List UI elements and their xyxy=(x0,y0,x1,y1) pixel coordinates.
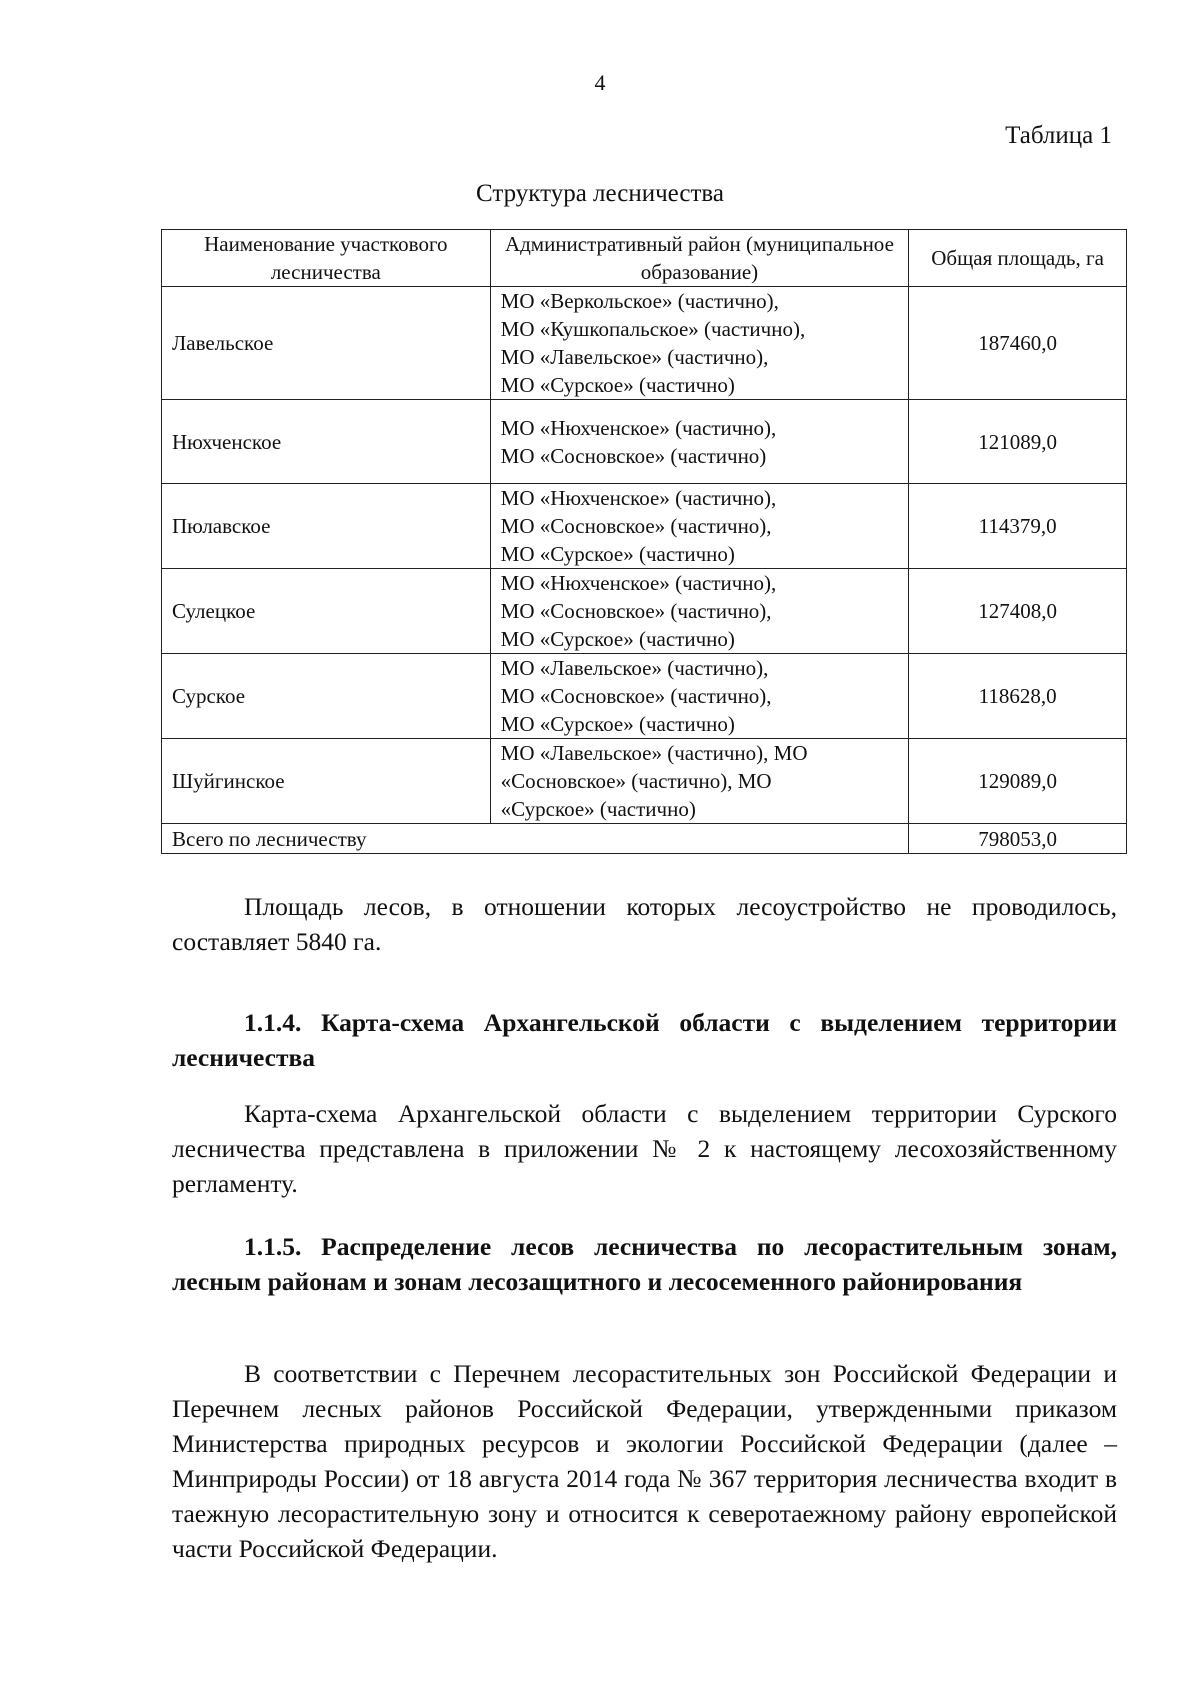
section-1-1-4-heading: 1.1.4. Карта-схема Архангельской области с выделением территории лесничества xyxy=(172,1008,1117,1072)
section-1-1-5-paragraph: В соответствии с Перечнем лесорастительных зон Российской Федерации и Перечнем лесных районов Российской Федерации, утвержденными приказом Министерства природных ресурсов и экологии Российской Федерации (далее – Минприроды России) от 18 августа 2014 года № 367 территория лесничества входит в таежную лесорастительную зону и относится к северотаежному району европейской части Российской Федерации. xyxy=(172,1359,1117,1563)
table-total-row xyxy=(162,824,1127,854)
district-cell xyxy=(490,400,909,484)
area-cell: 187460,0 xyxy=(909,287,1127,400)
forestry-structure-table xyxy=(161,229,1127,854)
forestry-name-cell: Нюхченское xyxy=(162,400,491,484)
forestry-name-cell: Лавельское xyxy=(162,287,491,400)
forestry-name-cell: Сурское xyxy=(162,654,491,739)
table-row xyxy=(162,400,1127,484)
district-line: МО «Лавельское» (частично), xyxy=(500,345,769,369)
table-title: Структура лесничества xyxy=(476,180,724,207)
header-forestry-name: Наименование участкового лесничества xyxy=(162,230,491,287)
district-line: МО «Сосновское» (частично), xyxy=(500,684,772,708)
area-cell: 114379,0 xyxy=(909,484,1127,569)
area-cell: 127408,0 xyxy=(909,569,1127,654)
page-number: 4 xyxy=(594,70,606,95)
district-cell xyxy=(490,654,909,739)
area-cell: 118628,0 xyxy=(909,654,1127,739)
forestry-name-cell: Пюлавское xyxy=(162,484,491,569)
district-line: МО «Нюхченское» (частично), xyxy=(500,486,777,510)
header-district: Административный район (муниципальное образование) xyxy=(490,230,909,287)
table-number: Таблица 1 xyxy=(1005,122,1112,149)
table-row xyxy=(162,569,1127,654)
table-row xyxy=(162,287,1127,400)
district-cell xyxy=(490,739,909,824)
district-line: МО «Сосновское» (частично), xyxy=(500,514,772,538)
district-cell xyxy=(490,569,909,654)
district-line: МО «Лавельское» (частично), xyxy=(500,656,769,680)
area-cell: 129089,0 xyxy=(909,739,1127,824)
district-cell xyxy=(490,287,909,400)
forestry-name-cell: Шуйгинское xyxy=(162,739,491,824)
forestry-name-cell: Сулецкое xyxy=(162,569,491,654)
district-line: МО «Нюхченское» (частично), xyxy=(500,415,777,440)
table-row xyxy=(162,654,1127,739)
district-line: МО «Нюхченское» (частично), xyxy=(500,571,777,595)
district-cell xyxy=(490,484,909,569)
section-1-1-4-paragraph: Карта-схема Архангельской области с выделением территории Сурского лесничества представлена в приложении № 2 к настоящему лесохозяйственному регламенту. xyxy=(172,1099,1117,1198)
header-area: Общая площадь, га xyxy=(909,230,1127,287)
district-line: МО «Сурское» (частично) xyxy=(500,542,735,566)
area-cell: 121089,0 xyxy=(909,400,1127,484)
district-line: МО «Сосновское» (частично), xyxy=(500,599,772,623)
section-1-1-5-heading: 1.1.5. Распределение лесов лесничества по лесорастительным зонам, лесным районам и зонам лесозащитного и лесосеменного районирования xyxy=(172,1232,1117,1296)
table-body xyxy=(162,287,1127,854)
area-note-paragraph: Площадь лесов, в отношении которых лесоустройство не проводилось, составляет 5840 га. xyxy=(172,892,1117,956)
district-line: МО «Сурское» (частично) xyxy=(500,712,735,736)
total-value: 798053,0 xyxy=(909,824,1127,854)
total-label: Всего по лесничеству xyxy=(162,824,909,854)
district-line: МО «Веркольское» (частично), xyxy=(500,289,779,313)
district-line: МО «Лавельское» (частично), МО xyxy=(500,741,808,765)
district-line: МО «Сурское» (частично) xyxy=(500,627,735,651)
district-line: МО «Сурское» (частично) xyxy=(500,373,735,397)
table-row xyxy=(162,484,1127,569)
table-header-row xyxy=(162,230,1127,287)
district-line: МО «Кушкопальское» (частично), xyxy=(500,317,806,341)
district-line: МО «Сосновское» (частично) xyxy=(500,443,767,468)
table-row xyxy=(162,739,1127,824)
district-line: «Сурское» (частично) xyxy=(500,797,696,821)
district-line: «Сосновское» (частично), МО xyxy=(500,769,772,793)
